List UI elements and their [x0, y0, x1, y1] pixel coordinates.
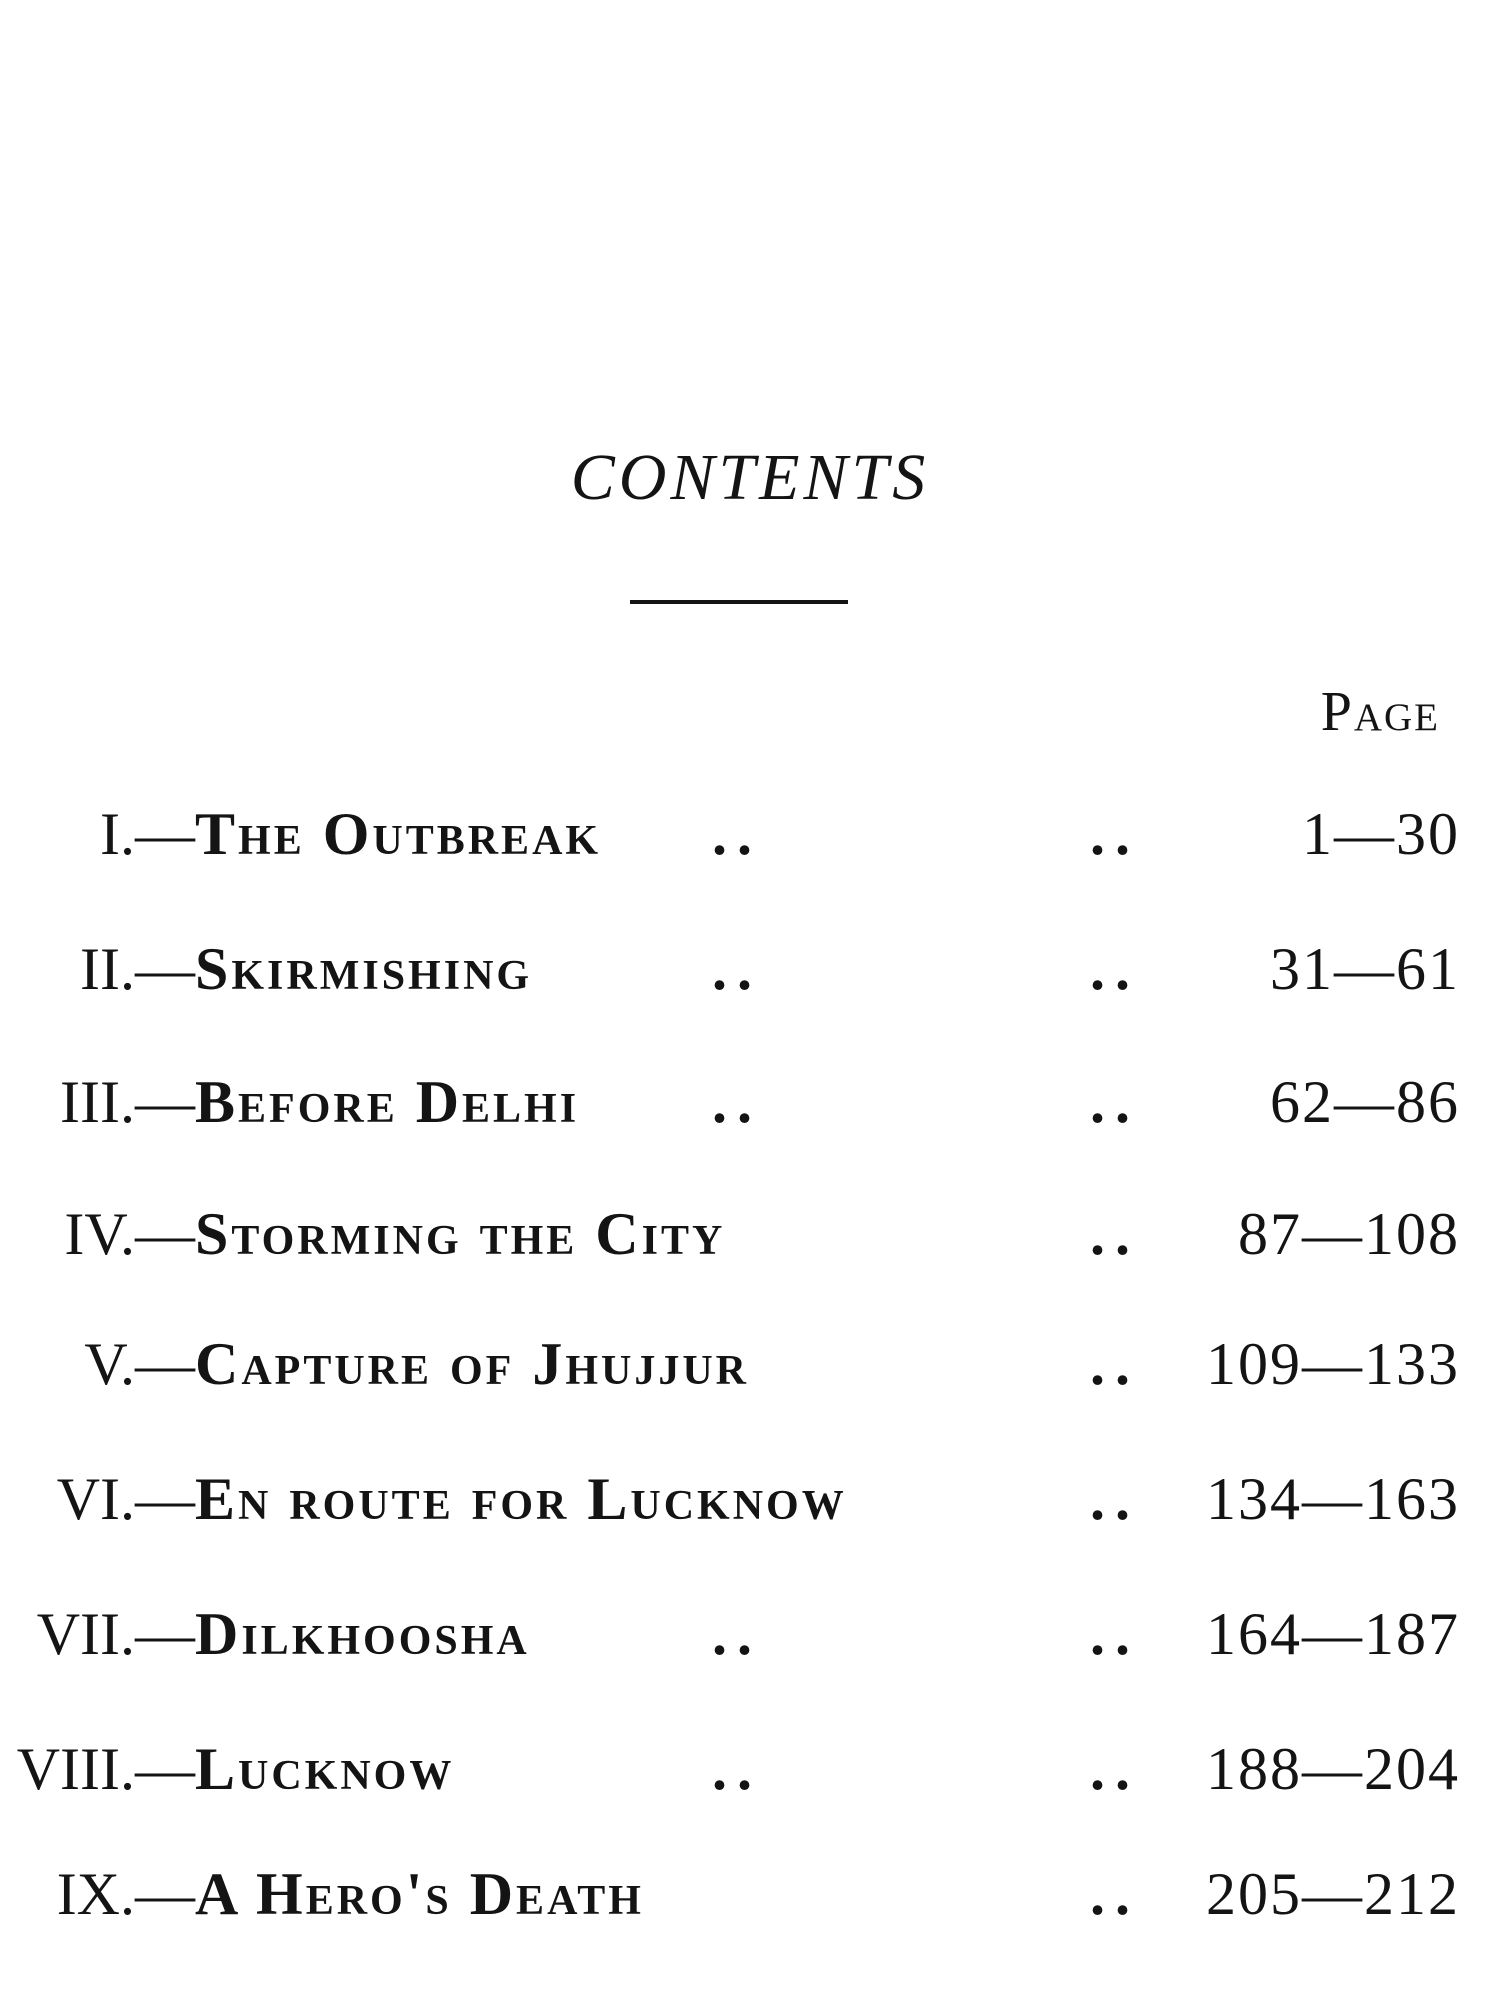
chapter-number: IV.—: [64, 1201, 195, 1267]
page-range: 164—187: [1206, 1601, 1460, 1667]
page-range: 1—30: [1302, 801, 1460, 867]
dot-leader: ..: [712, 1601, 762, 1667]
dot-leader: ..: [712, 936, 762, 1002]
dot-leader: ..: [712, 801, 762, 867]
chapter-number: IX.—: [56, 1861, 195, 1927]
chapter-title: A Hero's Death: [195, 1861, 644, 1927]
page-range: 188—204: [1206, 1736, 1460, 1802]
chapter-title: Before Delhi: [195, 1069, 580, 1135]
dot-leader: ..: [1090, 1466, 1140, 1532]
dot-leader: ..: [1090, 1861, 1140, 1927]
toc-entry-2[interactable]: [0, 935, 1500, 1025]
chapter-number: I.—: [100, 801, 195, 867]
page-range: 109—133: [1206, 1331, 1460, 1397]
chapter-title: Skirmishing: [195, 936, 533, 1002]
toc-entry-4[interactable]: [0, 1200, 1500, 1290]
toc-entry-3[interactable]: [0, 1068, 1500, 1158]
toc-entry-5[interactable]: [0, 1330, 1500, 1420]
toc-entry-1[interactable]: [0, 800, 1500, 890]
toc-entry-7[interactable]: [0, 1600, 1500, 1690]
chapter-title: Storming the City: [195, 1201, 726, 1267]
chapter-number: VII.—: [36, 1601, 195, 1667]
dot-leader: ..: [1090, 1331, 1140, 1397]
chapter-number: VI.—: [56, 1466, 195, 1532]
dot-leader: ..: [712, 1736, 762, 1802]
toc-entry-6[interactable]: [0, 1465, 1500, 1555]
dot-leader: ..: [1090, 936, 1140, 1002]
dot-leader: ..: [1090, 801, 1140, 867]
contents-heading: CONTENTS: [570, 441, 930, 514]
page-range: 31—61: [1270, 936, 1460, 1002]
heading-rule: [630, 600, 848, 604]
page-range: 62—86: [1270, 1069, 1460, 1135]
chapter-title: Dilkhoosha: [195, 1601, 530, 1667]
dot-leader: ..: [1090, 1201, 1140, 1267]
page-range: 205—212: [1206, 1861, 1460, 1927]
page-column-label: Page: [1320, 681, 1440, 743]
chapter-number: II.—: [80, 936, 195, 1002]
chapter-title: Lucknow: [195, 1736, 455, 1802]
chapter-title: En route for Lucknow: [195, 1466, 847, 1532]
dot-leader: ..: [1090, 1736, 1140, 1802]
chapter-title: Capture of Jhujjur: [195, 1331, 749, 1397]
dot-leader: ..: [1090, 1601, 1140, 1667]
chapter-title: The Outbreak: [195, 801, 602, 867]
chapter-number: V.—: [84, 1331, 195, 1397]
chapter-number: VIII.—: [16, 1736, 195, 1802]
page-range: 87—108: [1238, 1201, 1460, 1267]
dot-leader: ..: [712, 1069, 762, 1135]
dot-leader: ..: [1090, 1069, 1140, 1135]
toc-entry-8[interactable]: [0, 1735, 1500, 1825]
chapter-number: III.—: [60, 1069, 195, 1135]
toc-entry-9[interactable]: [0, 1860, 1500, 1950]
page-range: 134—163: [1206, 1466, 1460, 1532]
